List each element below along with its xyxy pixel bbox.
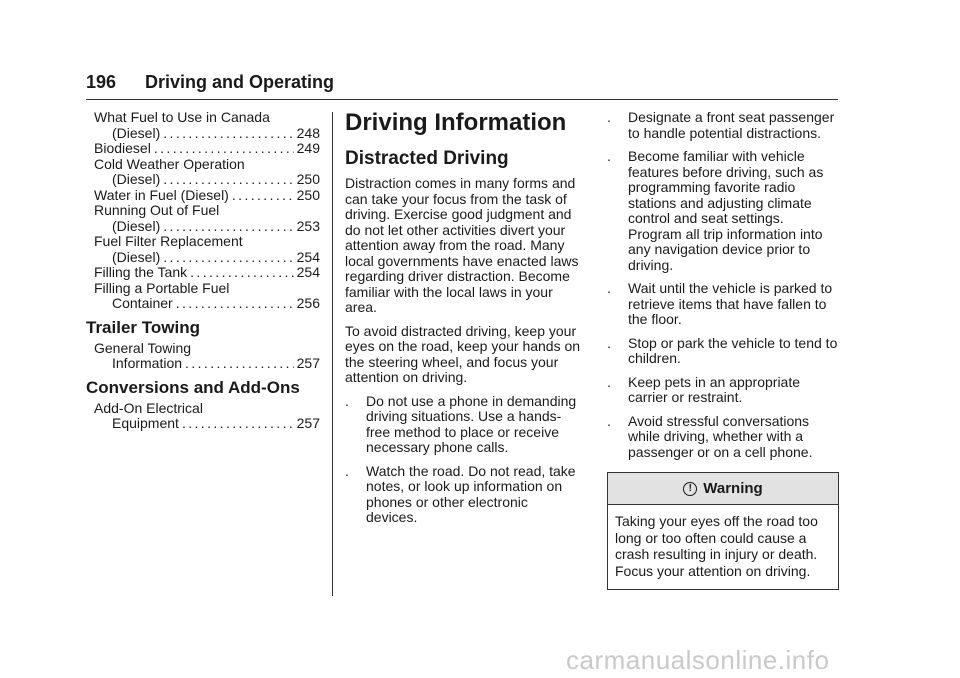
bullet-text: Designate a front seat passenger to handle potential distractions.	[628, 109, 835, 141]
bullet-item	[607, 336, 839, 367]
section-title: Driving and Operating	[145, 72, 335, 92]
bullet-mark: .	[607, 412, 611, 429]
page-header	[86, 70, 838, 100]
toc-page-number: 257	[296, 415, 320, 431]
column-divider	[332, 112, 333, 596]
toc-page-number: 248	[296, 124, 320, 141]
bullet-mark: .	[345, 462, 349, 479]
toc-entry-title: Filling a Portable Fuel	[94, 279, 230, 296]
bullet-item	[345, 394, 581, 456]
toc-entry-title: Water in Fuel (Diesel)	[94, 186, 229, 203]
toc-entry[interactable]	[86, 203, 320, 234]
warning-icon: !	[683, 482, 697, 496]
toc-entry[interactable]	[86, 141, 320, 157]
toc-page-number: 257	[296, 355, 320, 371]
main-heading: Driving Information	[345, 109, 567, 136]
bullet-item	[607, 375, 839, 406]
paragraph: To avoid distracted driving, keep your eyes on the road, keep your hands on the steering wheel, and focus your attention on driving.	[345, 322, 581, 385]
warning-title: Warning	[703, 479, 763, 497]
toc-entry-title: Cold Weather Operation	[94, 155, 245, 172]
toc-entry-subtitle: (Diesel)	[112, 248, 161, 265]
watermark: carmanualsonline.info	[566, 645, 830, 675]
toc-entry[interactable]	[86, 110, 320, 141]
toc-heading-trailer-towing[interactable]: Trailer Towing	[86, 317, 200, 337]
toc-entry-title: General Towing	[94, 339, 192, 356]
toc-entry[interactable]	[86, 281, 320, 312]
toc-entry[interactable]	[86, 188, 320, 204]
bullet-item	[345, 464, 581, 526]
leader-dots	[185, 356, 294, 372]
toc-page-number: 256	[296, 295, 320, 311]
paragraph: Distraction comes in many forms and can take your focus from the task of driving. Exercise good judgment and do not let other activities divert your attention away from the road. Many local governments have enacted laws regarding driver distraction. Become familiar with the local laws in your area.	[345, 175, 579, 315]
toc-entry[interactable]	[86, 341, 320, 372]
toc-entry[interactable]	[86, 265, 320, 281]
bullet-text: Watch the road. Do not read, take notes, or look up information on phones or other electronic devices.	[366, 462, 576, 525]
bullet-item	[607, 281, 839, 328]
leader-dots	[176, 296, 294, 312]
warning-header	[608, 473, 838, 505]
toc-entry-subtitle: Equipment	[112, 415, 179, 431]
toc-entry-subtitle: Information	[112, 355, 183, 371]
bullet-text: Wait until the vehicle is parked to retrieve items that have fallen to the floor.	[628, 280, 833, 327]
toc-column	[86, 110, 320, 432]
toc-page-number: 254	[296, 264, 320, 280]
toc-page-number: 254	[296, 248, 320, 265]
leader-dots	[190, 265, 294, 281]
leader-dots	[154, 141, 294, 157]
leader-dots	[232, 188, 294, 204]
bullet-mark: .	[607, 109, 611, 125]
toc-entry[interactable]	[86, 157, 320, 188]
toc-entry[interactable]	[86, 234, 320, 265]
warning-box	[607, 472, 839, 590]
toc-entry-title: Running Out of Fuel	[94, 202, 220, 218]
leader-dots	[182, 416, 294, 432]
toc-page-number: 250	[296, 171, 320, 187]
bullet-item	[607, 110, 839, 141]
toc-page-number: 250	[296, 186, 320, 203]
toc-entry-title: Fuel Filter Replacement	[94, 233, 243, 249]
main-column	[345, 110, 581, 534]
bullet-text: Stop or park the vehicle to tend to children.	[628, 334, 838, 366]
toc-entry-title: Filling the Tank	[94, 264, 188, 280]
bullet-mark: .	[607, 334, 611, 351]
toc-page-number: 253	[296, 217, 320, 234]
bullet-item	[607, 149, 839, 273]
right-column	[607, 110, 839, 590]
bullet-mark: .	[607, 148, 611, 164]
toc-entry-subtitle: (Diesel)	[112, 124, 161, 141]
warning-text: Taking your eyes off the road too long or too often could cause a crash resulting in injury or death. Focus your attention on driving.	[615, 513, 818, 579]
sub-heading: Distracted Driving	[345, 148, 509, 169]
toc-entry-subtitle: Container	[112, 295, 173, 311]
toc-entry-subtitle: (Diesel)	[112, 171, 161, 187]
bullet-text: Do not use a phone in demanding driving situations. Use a hands-free method to place or receive necessary phone calls.	[366, 392, 577, 455]
bullet-mark: .	[345, 392, 349, 409]
bullet-item	[607, 414, 839, 461]
toc-entry-title: Add-On Electrical	[94, 399, 203, 416]
leader-dots	[163, 126, 293, 142]
leader-dots	[163, 172, 293, 188]
toc-entry-title: Biodiesel	[94, 140, 151, 156]
bullet-text: Avoid stressful conversations while driving, whether with a passenger or on a cell phone.	[628, 412, 813, 460]
leader-dots	[163, 250, 293, 266]
bullet-text: Keep pets in an appropriate carrier or restraint.	[628, 373, 801, 405]
bullet-mark: .	[607, 373, 611, 390]
toc-entry-subtitle: (Diesel)	[112, 217, 161, 234]
bullet-mark: .	[607, 280, 611, 296]
leader-dots	[163, 219, 293, 235]
toc-heading-conversions[interactable]: Conversions and Add-Ons	[86, 377, 300, 397]
bullet-text: Become familiar with vehicle features before driving, such as programming favorite radio stations and adjusting climate control and seat settings. Program all trip information into any navigation device prior to driving.	[628, 148, 824, 273]
page-number: 196	[86, 72, 117, 92]
toc-entry-title: What Fuel to Use in Canada	[94, 109, 270, 125]
toc-page-number: 249	[296, 140, 320, 156]
toc-entry[interactable]	[86, 401, 320, 432]
